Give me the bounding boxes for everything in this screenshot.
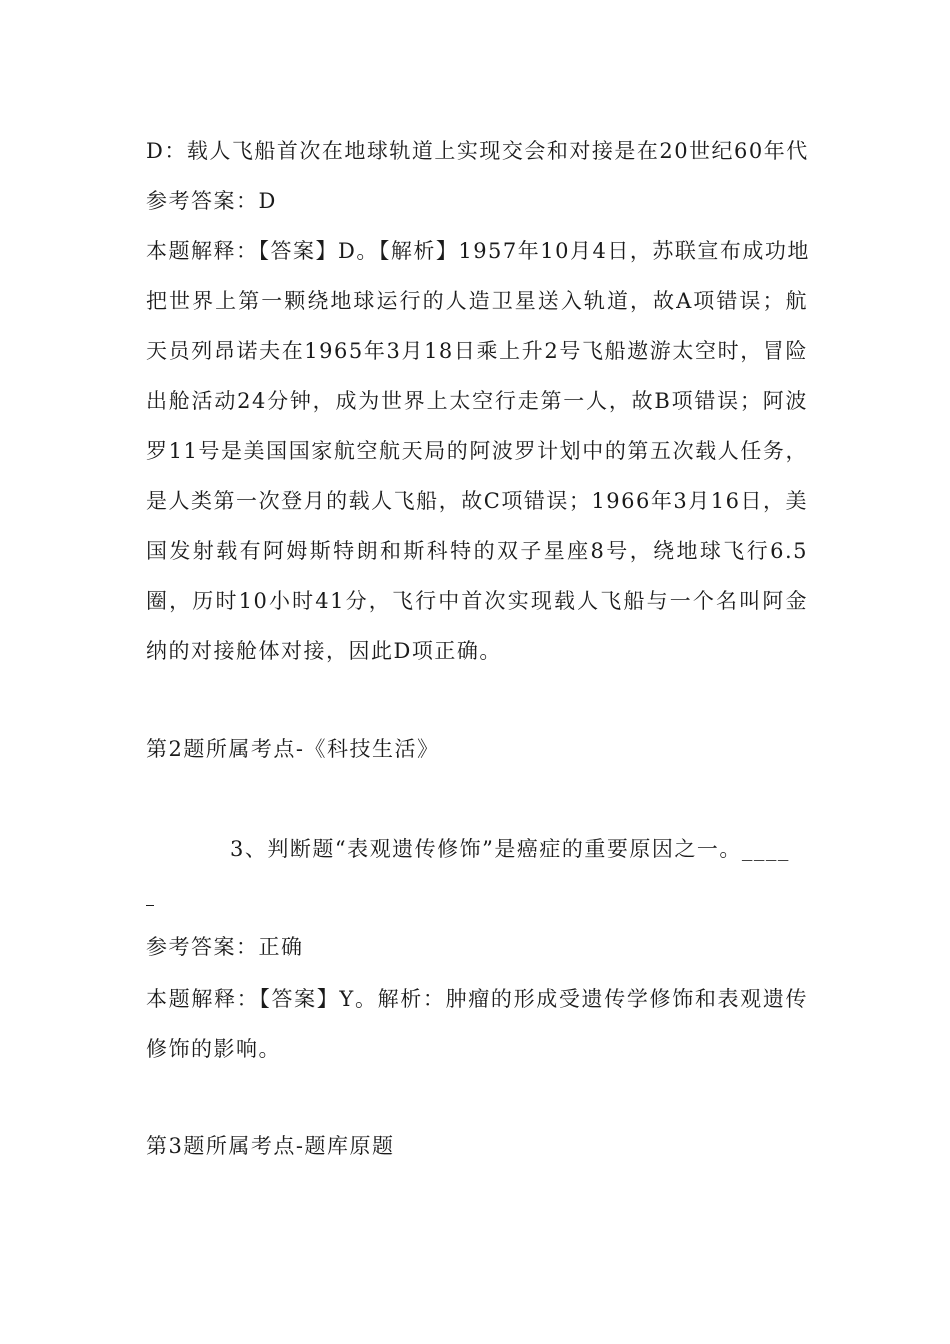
q3-answer: 参考答案：正确 xyxy=(146,935,304,959)
q1-explanation-line: 纳的对接舱体对接，因此D项正确。 xyxy=(146,639,502,663)
q1-explanation-line: 罗11号是美国国家航空航天局的阿波罗计划中的第五次载人任务， xyxy=(146,439,808,463)
q3-topic: 第3题所属考点-题库原题 xyxy=(146,1134,395,1158)
q1-explanation-line: 把世界上第一颗绕地球运行的人造卫星送入轨道，故A项错误；航 xyxy=(146,289,808,313)
q1-explanation-line: 本题解释：【答案】D。【解析】1957年10月4日，苏联宣布成功地 xyxy=(146,239,810,263)
q3-explanation-line: 修饰的影响。 xyxy=(146,1037,281,1061)
q1-explanation-line: 圈，历时10小时41分，飞行中首次实现载人飞船与一个名叫阿金 xyxy=(146,589,808,613)
q1-option-d: D：载人飞船首次在地球轨道上实现交会和对接是在20世纪60年代 xyxy=(146,139,809,163)
q3-explanation-line: 本题解释：【答案】Y。解析：肿瘤的形成受遗传学修饰和表观遗传 xyxy=(146,987,808,1011)
q1-explanation-line: 天员列昂诺夫在1965年3月18日乘上升2号飞船遨游太空时，冒险 xyxy=(146,339,808,363)
answer-blank-continuation xyxy=(146,884,808,908)
q1-explanation-line: 出舱活动24分钟，成为世界上太空行走第一人，故B项错误；阿波 xyxy=(146,389,808,413)
q2-topic: 第2题所属考点-《科技生活》 xyxy=(146,737,440,761)
q3-question: 3、判断题“表观遗传修饰”是癌症的重要原因之一。____ xyxy=(230,837,790,861)
q1-answer: 参考答案：D xyxy=(146,189,277,213)
q1-explanation-line: 是人类第一次登月的载人飞船，故C项错误；1966年3月16日，美 xyxy=(146,489,808,513)
document-page xyxy=(146,0,808,1344)
q1-explanation-line: 国发射载有阿姆斯特朗和斯科特的双子星座8号，绕地球飞行6.5 xyxy=(146,539,808,563)
